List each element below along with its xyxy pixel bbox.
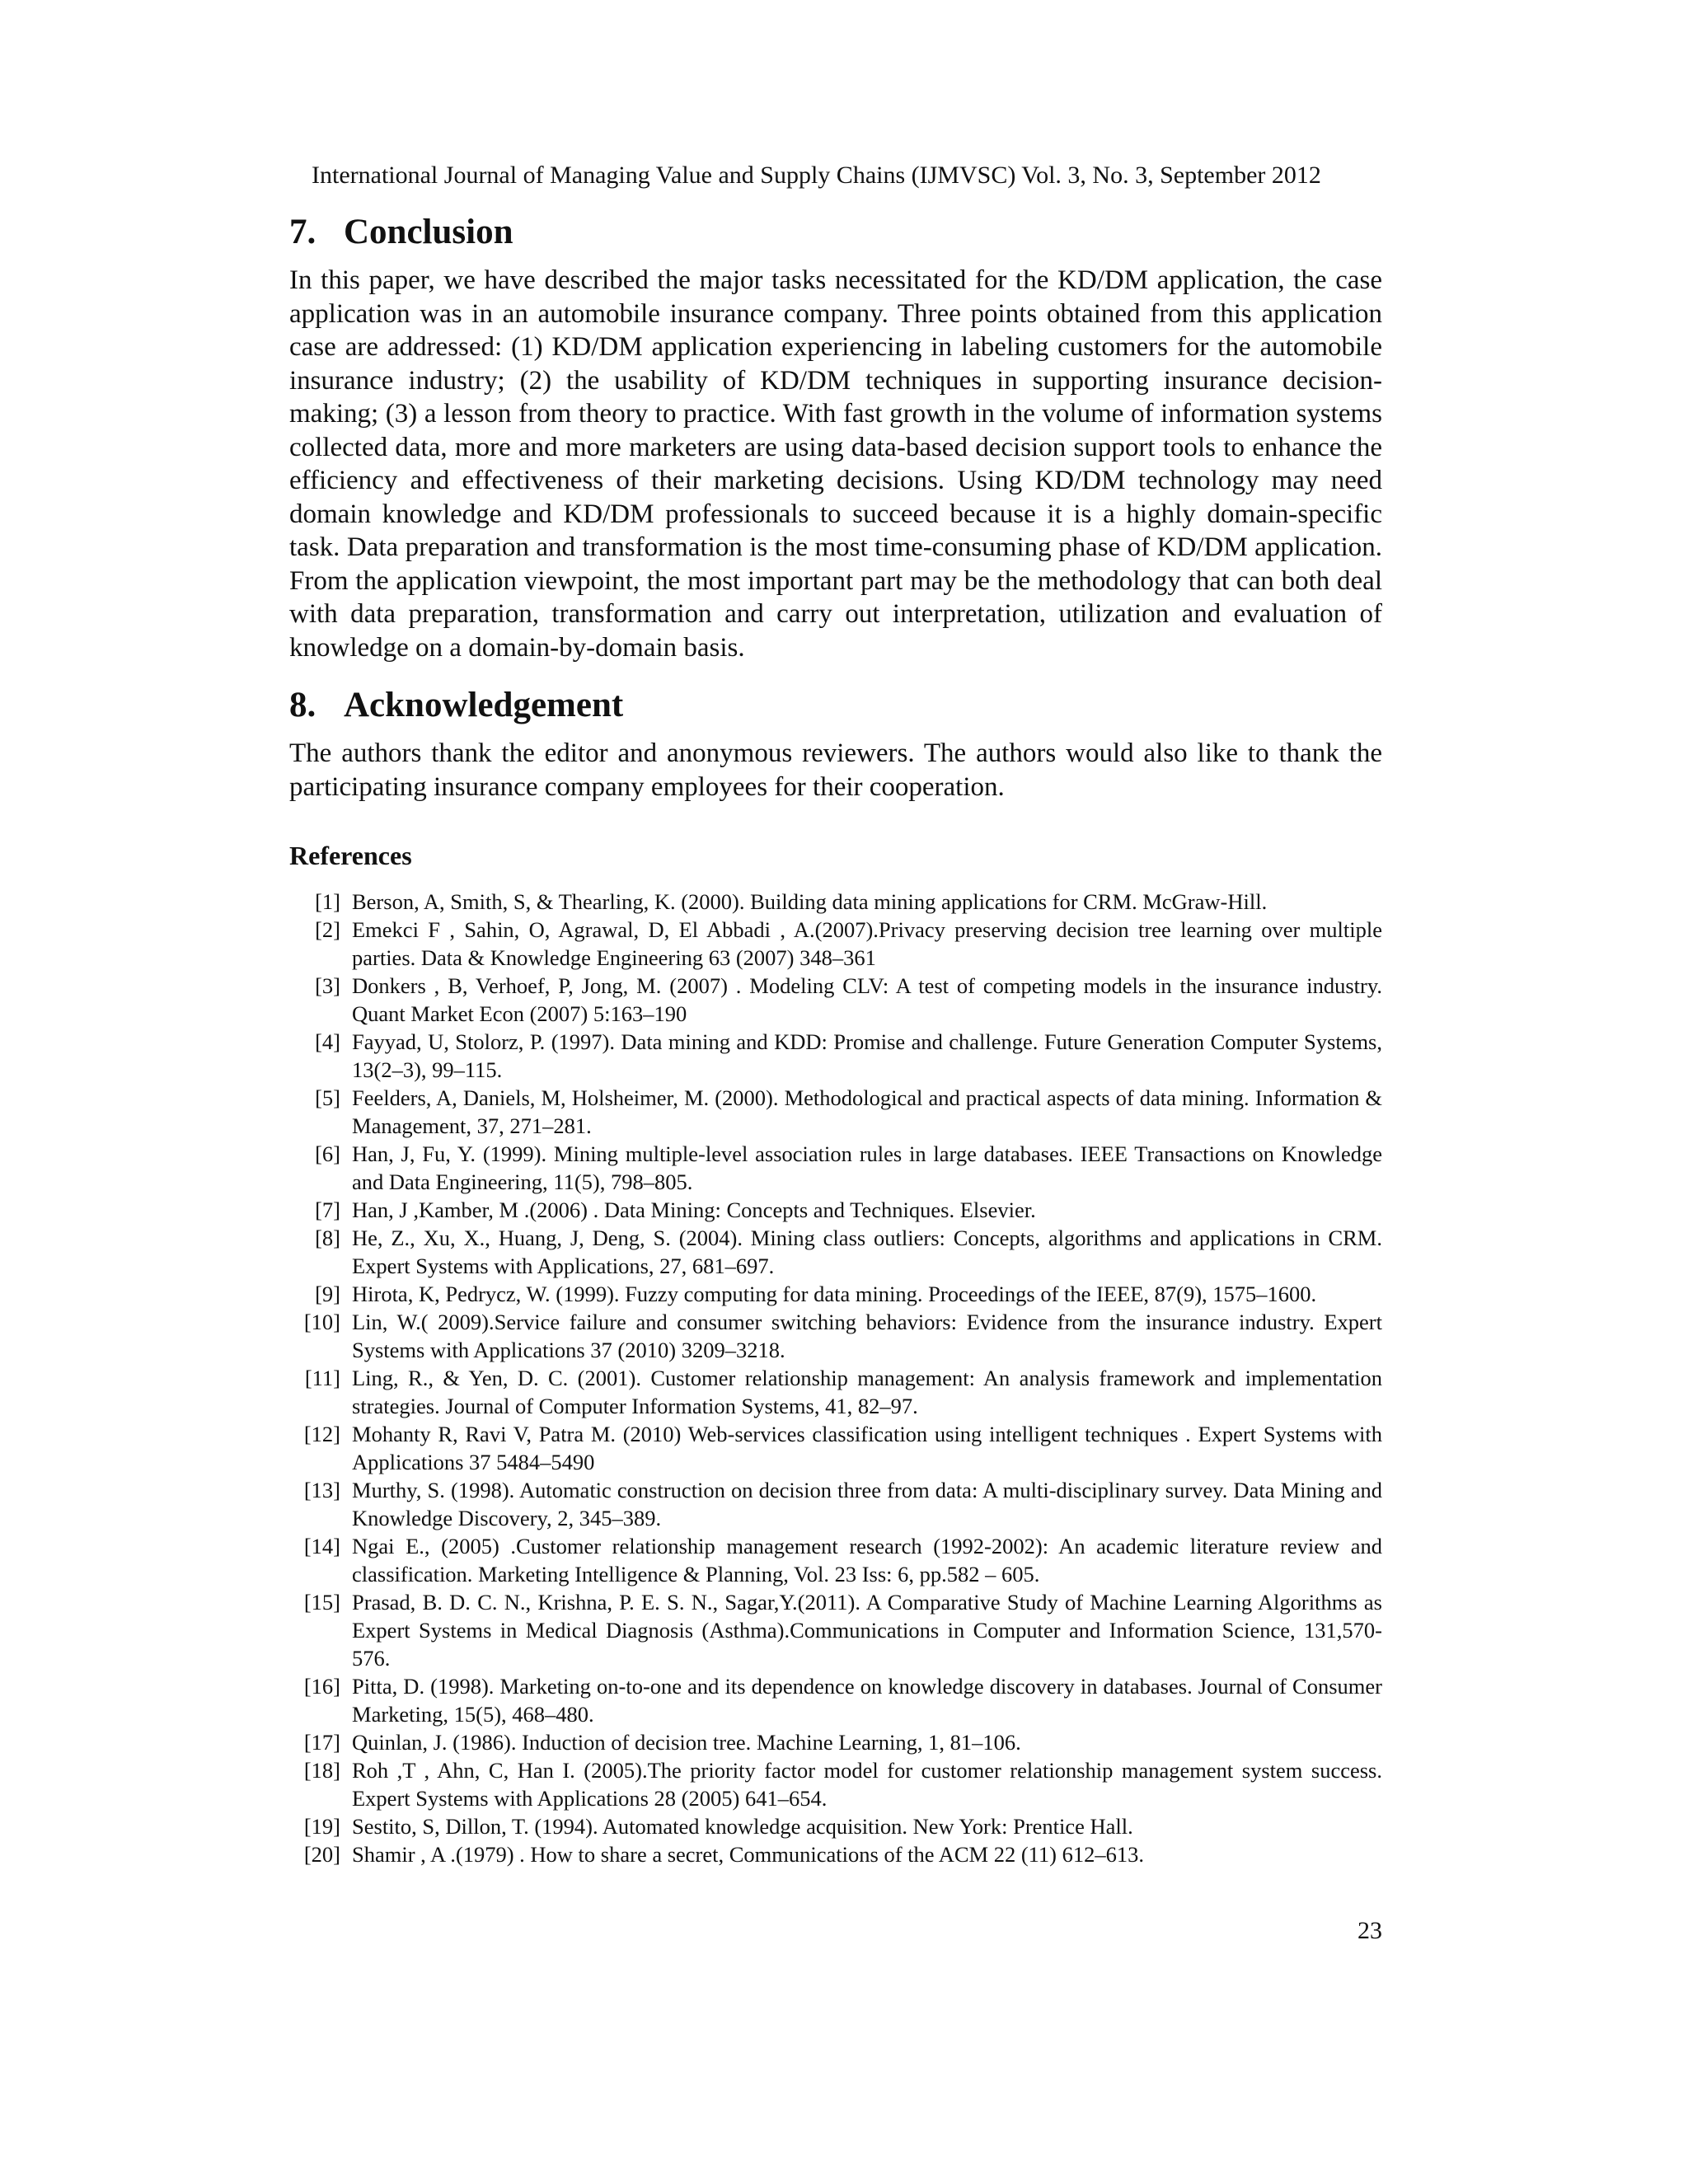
reference-text: Ling, R., & Yen, D. C. (2001). Customer relationship management: An analysis framework and implementation strategies. Journal of Computer Information Systems, 41, 82–97. — [352, 1366, 1382, 1418]
reference-number: [15] — [303, 1590, 340, 1615]
reference-number: [3] — [315, 973, 340, 998]
page-content — [289, 209, 1382, 1868]
reference-text: Mohanty R, Ravi V, Patra M. (2010) Web-services classification using intelligent techniques . Expert Systems with Applications 37 5484–5490 — [352, 1422, 1382, 1474]
reference-item — [289, 1420, 1382, 1476]
page-number: 23 — [1357, 1917, 1382, 1944]
section-conclusion — [289, 209, 1382, 664]
reference-number: [10] — [303, 1310, 340, 1334]
reference-number: [11] — [304, 1366, 340, 1390]
running-header: International Journal of Managing Value and Supply Chains (IJMVSC) Vol. 3, No. 3, September 2012 — [312, 162, 1321, 189]
reference-text: He, Z., Xu, X., Huang, J, Deng, S. (2004). Mining class outliers: Concepts, algorithms and applications in CRM. Expert Systems with Applications, 27, 681–697. — [352, 1226, 1382, 1278]
reference-number: [12] — [303, 1422, 340, 1446]
reference-item — [289, 888, 1382, 916]
reference-item — [289, 1588, 1382, 1672]
reference-item — [289, 1532, 1382, 1588]
reference-item — [289, 1308, 1382, 1364]
reference-text: Berson, A, Smith, S, & Thearling, K. (2000). Building data mining applications for CRM. McGraw-Hill. — [352, 889, 1268, 914]
conclusion-paragraph: In this paper, we have described the major tasks necessitated for the KD/DM application, the case application was in an automobile insurance company. Three points obtained from this application case are addressed: (1) KD/DM application experiencing in labeling customers for the automobile insurance industry; (2) the usability of KD/DM techniques in supporting insurance decision-making; (3) a lesson from theory to practice. With fast growth in the volume of information systems collected data, more and more marketers are using data-based decision support tools to enhance the efficiency and effectiveness of their marketing decisions. Using KD/DM technology may need domain knowledge and KD/DM professionals to succeed because it is a highly domain-specific task. Data preparation and transformation is the most time-consuming phase of KD/DM application. From the application viewpoint, the most important part may be the methodology that can both deal with data preparation, transformation and carry out interpretation, utilization and evaluation of knowledge on a domain-by-domain basis. — [289, 265, 1382, 663]
reference-item — [289, 1028, 1382, 1084]
acknowledgement-paragraph: The authors thank the editor and anonymous reviewers. The authors would also like to thank the participating insurance company employees for their cooperation. — [289, 738, 1382, 802]
reference-number: [8] — [315, 1226, 340, 1250]
reference-item — [289, 972, 1382, 1028]
reference-text: Donkers , B, Verhoef, P, Jong, M. (2007) . Modeling CLV: A test of competing models in the insurance industry. Quant Market Econ (2007) 5:163–190 — [352, 973, 1382, 1026]
reference-number: [18] — [303, 1758, 340, 1783]
section-number: 7. — [289, 213, 316, 251]
section-references — [289, 838, 1382, 1868]
reference-text: Fayyad, U, Stolorz, P. (1997). Data mining and KDD: Promise and challenge. Future Generation Computer Systems, 13(2–3), 99–115. — [352, 1029, 1382, 1082]
reference-text: Sestito, S, Dillon, T. (1994). Automated knowledge acquisition. New York: Prentice Hall. — [352, 1814, 1133, 1839]
reference-number: [20] — [303, 1842, 340, 1867]
reference-number: [13] — [303, 1478, 340, 1502]
reference-text: Feelders, A, Daniels, M, Holsheimer, M. (2000). Methodological and practical aspects of data mining. Information & Management, 37, 271–281. — [352, 1085, 1382, 1138]
reference-item — [289, 1084, 1382, 1140]
reference-text: Hirota, K, Pedrycz, W. (1999). Fuzzy computing for data mining. Proceedings of the IEEE, 87(9), 1575–1600. — [352, 1282, 1317, 1306]
reference-number: [1] — [315, 889, 340, 914]
section-acknowledgement — [289, 682, 1382, 804]
reference-text: Murthy, S. (1998). Automatic construction on decision three from data: A multi-disciplinary survey. Data Mining and Knowledge Discovery, 2, 345–389. — [352, 1478, 1382, 1530]
section-number: 8. — [289, 686, 316, 724]
reference-item — [289, 916, 1382, 972]
section-title: Conclusion — [344, 213, 513, 251]
reference-item — [289, 1140, 1382, 1196]
reference-number: [19] — [303, 1814, 340, 1839]
reference-number: [6] — [315, 1141, 340, 1166]
section-heading-acknowledgement — [289, 682, 1382, 729]
section-title: Acknowledgement — [344, 686, 624, 724]
reference-item — [289, 1364, 1382, 1420]
reference-item — [289, 1840, 1382, 1868]
reference-text: Lin, W.( 2009).Service failure and consumer switching behaviors: Evidence from the insurance industry. Expert Systems with Applications 37 (2010) 3209–3218. — [352, 1310, 1382, 1362]
reference-item — [289, 1476, 1382, 1532]
reference-number: [2] — [315, 917, 340, 942]
reference-number: [9] — [315, 1282, 340, 1306]
reference-text: Ngai E., (2005) .Customer relationship management research (1992-2002): An academic literature review and classification. Marketing Intelligence & Planning, Vol. 23 Iss: 6, pp.582 – 605. — [352, 1534, 1382, 1586]
reference-text: Roh ,T , Ahn, C, Han I. (2005).The priority factor model for customer relationship management system success. Expert Systems with Applications 28 (2005) 641–654. — [352, 1758, 1382, 1811]
reference-item — [289, 1224, 1382, 1280]
reference-text: Emekci F , Sahin, O, Agrawal, D, El Abbadi , A.(2007).Privacy preserving decision tree learning over multiple parties. Data & Knowledge Engineering 63 (2007) 348–361 — [352, 917, 1382, 970]
reference-item — [289, 1280, 1382, 1308]
reference-item — [289, 1756, 1382, 1812]
reference-item — [289, 1196, 1382, 1224]
reference-item — [289, 1672, 1382, 1728]
reference-text: Pitta, D. (1998). Marketing on-to-one and its dependence on knowledge discovery in databases. Journal of Consumer Marketing, 15(5), 468–480. — [352, 1674, 1382, 1727]
references-heading: References — [289, 841, 412, 870]
reference-number: [4] — [315, 1029, 340, 1054]
reference-item — [289, 1812, 1382, 1840]
reference-number: [16] — [303, 1674, 340, 1699]
reference-text: Quinlan, J. (1986). Induction of decision tree. Machine Learning, 1, 81–106. — [352, 1730, 1021, 1755]
reference-text: Han, J ,Kamber, M .(2006) . Data Mining: Concepts and Techniques. Elsevier. — [352, 1197, 1036, 1222]
section-heading-conclusion — [289, 209, 1382, 255]
reference-list — [289, 888, 1382, 1868]
reference-number: [14] — [303, 1534, 340, 1558]
reference-number: [17] — [303, 1730, 340, 1755]
reference-number: [5] — [315, 1085, 340, 1110]
reference-item — [289, 1728, 1382, 1756]
reference-text: Prasad, B. D. C. N., Krishna, P. E. S. N., Sagar,Y.(2011). A Comparative Study of Machine Learning Algorithms as Expert Systems in Medical Diagnosis (Asthma).Communications in Computer and Information Science, 131,570-576. — [352, 1590, 1382, 1671]
reference-number: [7] — [315, 1197, 340, 1222]
reference-text: Han, J, Fu, Y. (1999). Mining multiple-level association rules in large databases. IEEE Transactions on Knowledge and Data Engineering, 11(5), 798–805. — [352, 1141, 1382, 1194]
reference-text: Shamir , A .(1979) . How to share a secret, Communications of the ACM 22 (11) 612–613. — [352, 1842, 1144, 1867]
